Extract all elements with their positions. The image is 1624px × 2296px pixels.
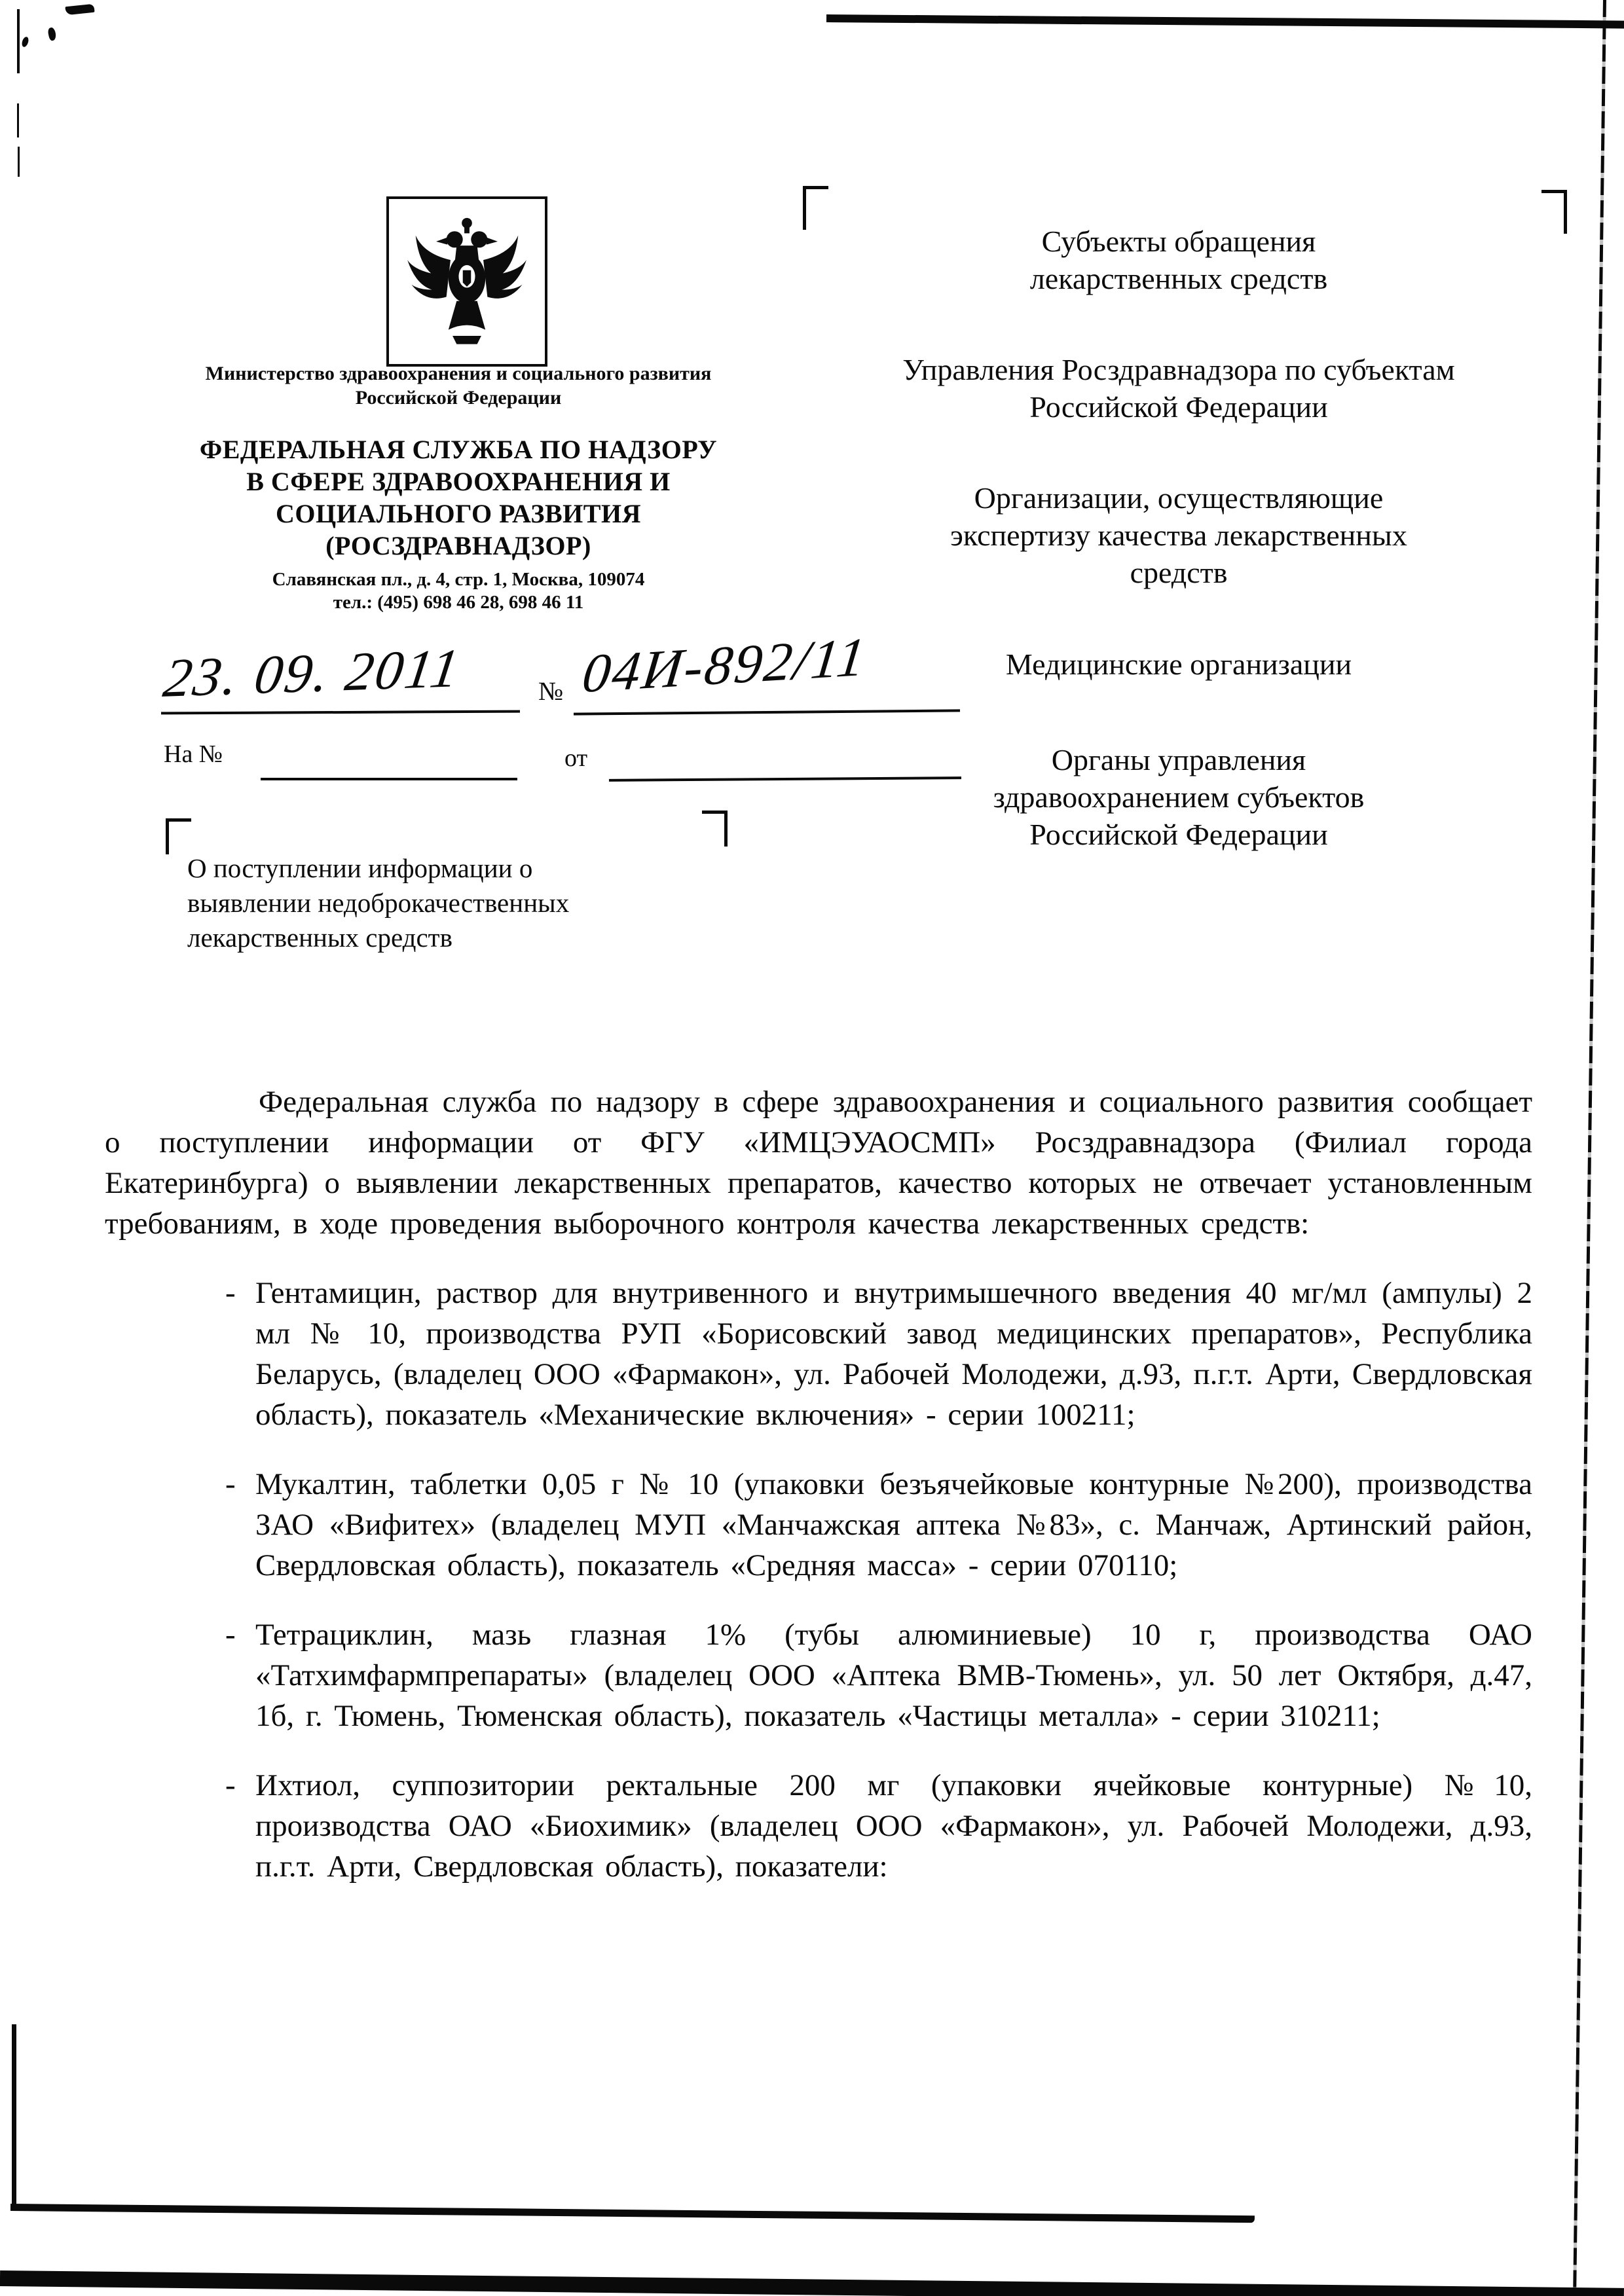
defective-drugs-list — [105, 1273, 1532, 1887]
date-rule-line — [161, 710, 520, 715]
list-item-dash: - — [225, 1467, 236, 1501]
list-item-dash: - — [225, 1618, 236, 1652]
scan-artifact-right-edge — [1573, 0, 1606, 2296]
list-item — [225, 1614, 1532, 1736]
recipient-group — [864, 479, 1493, 591]
recipient: Медицинские организации — [1005, 647, 1352, 681]
list-item-text: Ихтиол, суппозитории ректальные 200 мг (упаковки ячейковые контурные) №10, производства ОАО «Биохимик» (владелец ООО «Фармакон», ул. Рабочей Молодежи, д.93, п.г.т. Арти, Свердловская область), показатели: — [255, 1768, 1532, 1884]
handwritten-date: 23. 09. 2011 — [160, 638, 465, 709]
agency-name-line: СОЦИАЛЬНОГО РАЗВИТИЯ — [276, 499, 641, 528]
list-item-dash: - — [225, 1768, 236, 1802]
scan-speck — [21, 36, 30, 48]
list-item-text: Гентамицин, раствор для внутривенного и внутримышечного введения 40 мг/мл (ампулы) 2 мл № 10, производства РУП «Борисовский завод медицинских препаратов», Республика Беларусь, (владелец ООО «Фармакон», ул. Рабочей Молодежи, д.93, п.г.т. Арти, Свердловская область), показатель «Механические включения» - серии 100211; — [255, 1276, 1532, 1432]
scan-artifact-left-edge — [12, 2024, 16, 2206]
list-item-text: Тетрациклин, мазь глазная 1% (тубы алюминиевые) 10 г, производства ОАО «Татхимфармпрепараты» (владелец ООО «Аптека ВМВ-Тюмень», ул. 50 лет Октября, д.47, 1б, г. Тюмень, Тюменская область), показатель «Частицы металла» - серии 310211; — [255, 1618, 1532, 1733]
scan-speck — [47, 27, 57, 41]
letter-body — [105, 1082, 1532, 1916]
agency-name-line: ФЕДЕРАЛЬНАЯ СЛУЖБА ПО НАДЗОРУ — [199, 435, 718, 464]
recipient: Организации, осуществляющие экспертизу качества лекарственных средств — [950, 481, 1407, 589]
coat-of-arms-frame — [386, 196, 547, 367]
reply-to-number-label: На № — [164, 740, 223, 768]
recipients-corner-mark-close — [1541, 190, 1567, 234]
list-item — [225, 1765, 1532, 1887]
list-item — [225, 1273, 1532, 1435]
recipient-group — [864, 223, 1493, 297]
subject-corner-mark-open — [166, 818, 191, 854]
subject-line: О поступлении информации о выявлении недоброкачественных лекарственных средств — [187, 853, 570, 953]
scan-artifact-bottom-band — [0, 2270, 1624, 2296]
scan-smudge — [65, 4, 94, 16]
scan-artifact-left-edge — [17, 9, 20, 73]
agency-address: Славянская пл., д. 4, стр. 1, Москва, 109074 — [272, 569, 645, 590]
agency-name-line: (РОСЗДРАВНАДЗОР) — [325, 531, 591, 560]
subject-corner-mark-close — [702, 811, 728, 847]
reply-from-label: от — [564, 744, 588, 772]
list-item-text: Мукалтин, таблетки 0,05 г № 10 (упаковки безъячейковые контурные №200), производства ЗАО «Вифитех» (владелец МУП «Манчажская аптека №83», с. Манчаж, Артинский район, Свердловская область), показатель «Средняя масса» - серии 070110; — [255, 1467, 1532, 1582]
scan-artifact-top-line — [826, 14, 1624, 29]
agency-phone: тел.: (495) 698 46 28, 698 46 11 — [333, 592, 584, 613]
recipients-corner-mark-open — [803, 186, 828, 230]
intro-paragraph: Федеральная служба по надзору в сфере здравоохранения и социального развития сообщает о поступлении информации от ФГУ «ИМЦЭУАОСМП» Росздравнадзора (Филиал города Екатеринбурга) о выявлении лекарственных препаратов, качество которых не отвечает установленным требованиям, в ходе проведения выборочного контроля качества лекарственных средств: — [105, 1085, 1532, 1241]
recipient: Управления Росздравнадзора по субъектам Российской Федерации — [902, 353, 1455, 424]
recipient: Органы управления здравоохранением субъектов Российской Федерации — [993, 743, 1365, 851]
recipient-group — [864, 351, 1493, 426]
recipient: Субъекты обращения лекарственных средств — [1029, 225, 1328, 295]
agency-name-line: В СФЕРЕ ЗДРАВООХРАНЕНИЯ И — [246, 467, 671, 496]
recipient-group — [864, 741, 1493, 853]
list-item — [225, 1464, 1532, 1586]
double-eagle-emblem-icon — [405, 214, 528, 349]
scan-artifact-left-edge — [18, 147, 20, 177]
number-rule-line — [574, 709, 960, 715]
agency-name — [157, 433, 760, 562]
scan-artifact-bottom-line — [10, 2204, 1255, 2223]
list-item-dash: - — [225, 1276, 236, 1310]
scan-artifact-left-edge — [17, 103, 19, 137]
ministry-name: Министерство здравоохранения и социального развития Российской Федерации — [205, 363, 712, 409]
handwritten-outgoing-number: 04И-892/11 — [579, 626, 871, 705]
recipient-group — [864, 646, 1493, 683]
number-sign-label: № — [538, 676, 564, 706]
reply-number-rule-line — [261, 778, 517, 780]
